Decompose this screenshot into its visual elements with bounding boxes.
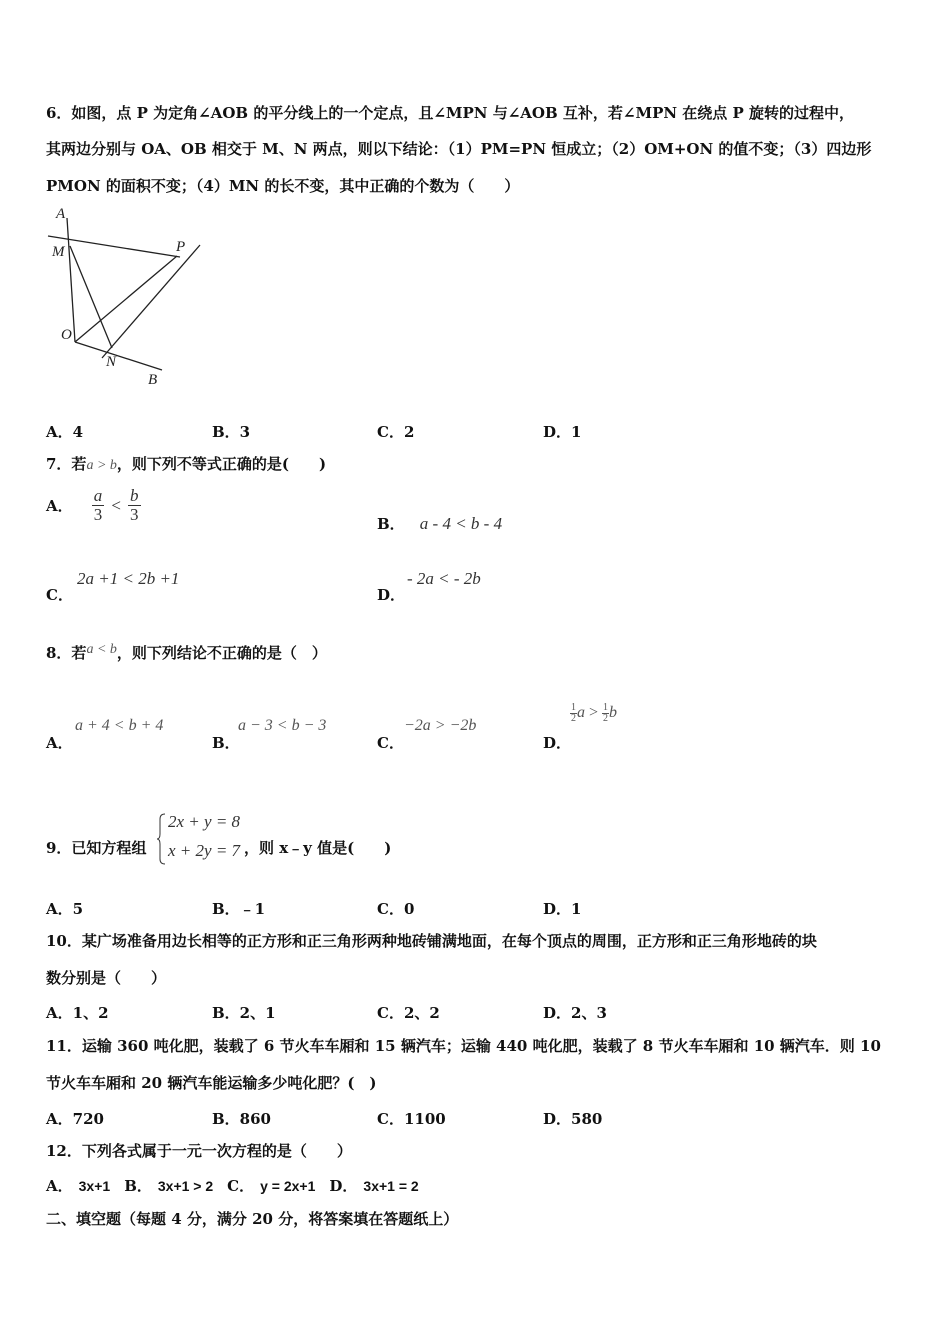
q11-option-d[interactable]: D．580 bbox=[543, 1110, 603, 1128]
q8-option-d-label[interactable]: D． bbox=[543, 734, 572, 752]
q10-line2: 数分别是（ ） bbox=[46, 969, 167, 987]
q7-a-frac2: $\frac{b}{3}$ bbox=[130, 486, 139, 524]
q9-equation-2: x + 2y = 7 bbox=[168, 841, 241, 860]
q6-geometry-figure bbox=[40, 200, 220, 395]
q6-option-d[interactable]: D．1 bbox=[543, 423, 582, 441]
q12-option-d-label[interactable]: D． bbox=[329, 1177, 358, 1195]
q8-d-operator: > bbox=[589, 704, 599, 722]
q12-option-c-label[interactable]: C． bbox=[227, 1177, 255, 1195]
q9-option-c[interactable]: C．0 bbox=[377, 900, 415, 918]
q6-option-c[interactable]: C．2 bbox=[377, 423, 415, 441]
q12-line1: 12．下列各式属于一元一次方程的是（ ） bbox=[46, 1142, 352, 1160]
q12-options bbox=[46, 1175, 419, 1196]
q8-d-frac2: $\frac{1}{2}$ bbox=[603, 702, 609, 724]
q10-option-a[interactable]: A．1、2 bbox=[46, 1004, 109, 1022]
q8-option-b-label[interactable]: B． bbox=[212, 734, 240, 752]
q7-option-b-expr: a - 4 < b - 4 bbox=[419, 514, 503, 533]
segment-op bbox=[75, 256, 177, 342]
label-b: B bbox=[148, 372, 158, 388]
q8-suffix: ，则下列结论不正确的是（ ） bbox=[116, 644, 327, 662]
q7-option-d-expr: - 2a < - 2b bbox=[407, 569, 481, 588]
q7-stem bbox=[46, 454, 326, 476]
line-pn bbox=[102, 245, 200, 358]
q7-option-a-label: A． bbox=[46, 497, 73, 515]
q7-option-d-label: D． bbox=[377, 586, 406, 604]
q8-option-a-expr: a + 4 < b + 4 bbox=[75, 717, 164, 734]
q12-option-a-label[interactable]: A． bbox=[46, 1177, 73, 1195]
q8-option-c-expr: −2a > −2b bbox=[404, 717, 477, 734]
q9-option-d[interactable]: D．1 bbox=[543, 900, 582, 918]
q11-option-a[interactable]: A．720 bbox=[46, 1110, 104, 1128]
q7-a-operator: < bbox=[111, 495, 121, 515]
q7-option-c[interactable] bbox=[46, 584, 73, 605]
q7-option-c-expr: 2a +1 < 2b +1 bbox=[77, 569, 180, 588]
q10-line1: 10．某广场准备用边长相等的正方形和正三角形两种地砖铺满地面，在每个顶点的周围，正方形和正三角形地砖的块 bbox=[46, 932, 817, 950]
q9-prefix: 9．已知方程组 bbox=[46, 839, 147, 857]
q9-system-brace bbox=[157, 813, 167, 865]
section-2-heading: 二、填空题（每题 4 分，满分 20 分，将答案填在答题纸上） bbox=[46, 1210, 459, 1228]
label-o: O bbox=[61, 327, 72, 343]
q7-condition: a > b bbox=[86, 458, 117, 473]
q11-option-b[interactable]: B．860 bbox=[212, 1110, 271, 1128]
q12-option-c-expr: y = 2x+1 bbox=[260, 1178, 316, 1194]
ray-ob bbox=[75, 342, 162, 370]
q6-option-b[interactable]: B．3 bbox=[212, 423, 251, 441]
ray-oa bbox=[67, 218, 75, 342]
q8-prefix: 8．若 bbox=[46, 644, 87, 662]
q11-line1: 11．运输 360 吨化肥，装载了 6 节火车车厢和 15 辆汽车；运输 440 吨化肥，装载了 8 节火车车厢和 10 辆汽车．则 10 bbox=[46, 1037, 881, 1055]
q7-option-d[interactable] bbox=[377, 584, 405, 605]
q7-option-a[interactable] bbox=[46, 487, 141, 524]
q10-option-c[interactable]: C．2、2 bbox=[377, 1004, 440, 1022]
q8-condition: a < b bbox=[86, 642, 117, 657]
q10-option-b[interactable]: B．2、1 bbox=[212, 1004, 276, 1022]
segment-mn bbox=[70, 246, 112, 348]
q8-option-b-expr: a − 3 < b − 3 bbox=[238, 717, 327, 734]
label-p: P bbox=[176, 239, 186, 255]
q8-option-a-label[interactable]: A． bbox=[46, 734, 73, 752]
q12-option-d-expr: 3x+1 = 2 bbox=[363, 1178, 419, 1194]
q9-suffix: ，则 x﹣y 值是( ) bbox=[244, 839, 392, 857]
label-n: N bbox=[106, 354, 117, 370]
q8-option-d-expr: $\frac{1}{2}$ a > $\frac{1}{2}$ b bbox=[571, 702, 618, 724]
q7-suffix: ，则下列不等式正确的是( ) bbox=[116, 455, 327, 473]
q10-option-d[interactable]: D．2、3 bbox=[543, 1004, 607, 1022]
q6-option-a[interactable]: A．4 bbox=[46, 423, 84, 441]
q12-option-a-expr: 3x+1 bbox=[78, 1178, 111, 1194]
q9-option-a[interactable]: A．5 bbox=[46, 900, 84, 918]
q6-line1: 6．如图，点 P 为定角∠AOB 的平分线上的一个定点，且∠MPN 与∠AOB 互补，若∠MPN 在绕点 P 旋转的过程中， bbox=[46, 104, 855, 122]
q12-option-b-expr: 3x+1 > 2 bbox=[157, 1178, 214, 1194]
label-m: M bbox=[52, 244, 65, 260]
q7-option-b[interactable] bbox=[377, 513, 502, 534]
q9-equation-1: 2x + y = 8 bbox=[168, 812, 241, 831]
q11-line2: 节火车车厢和 20 辆汽车能运输多少吨化肥？( ) bbox=[46, 1074, 377, 1092]
q9-option-b[interactable]: B．﹣1 bbox=[212, 900, 266, 918]
q6-line2: 其两边分别与 OA、OB 相交于 M、N 两点，则以下结论：（1）PM=PN 恒成立；（2）OM+ON 的值不变；（3）四边形 bbox=[46, 140, 872, 158]
q7-option-c-label: C． bbox=[46, 586, 73, 604]
q7-prefix: 7．若 bbox=[46, 455, 87, 473]
q8-option-c-label[interactable]: C． bbox=[377, 734, 404, 752]
q7-option-b-label: B． bbox=[377, 515, 405, 533]
q7-a-frac1: $\frac{a}{3}$ bbox=[93, 486, 103, 524]
q8-d-frac1: $\frac{1}{2}$ bbox=[571, 702, 576, 724]
q8-stem bbox=[46, 643, 327, 665]
q12-option-b-label[interactable]: B． bbox=[124, 1177, 152, 1195]
line-mp bbox=[48, 236, 180, 257]
label-a: A bbox=[56, 206, 66, 222]
q6-line3: PMON 的面积不变；（4）MN 的长不变，其中正确的个数为（ ） bbox=[46, 177, 520, 195]
q11-option-c[interactable]: C．1100 bbox=[377, 1110, 446, 1128]
